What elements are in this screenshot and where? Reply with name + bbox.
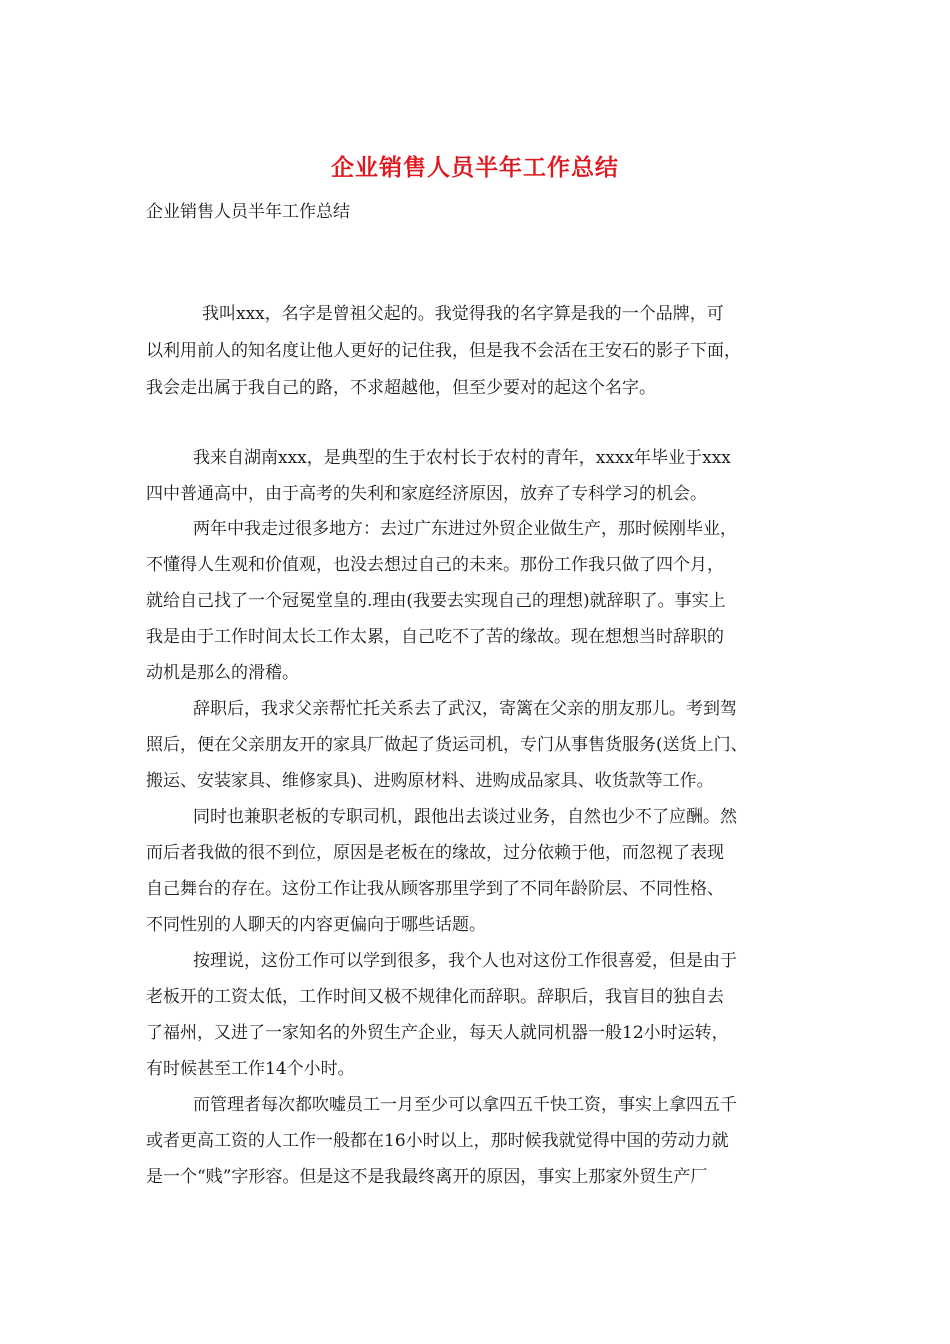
text-line: 同时也兼职老板的专职司机，跟他出去谈过业务，自然也少不了应酬。然 <box>193 807 737 827</box>
text-line: 四中普通高中，由于高考的失利和家庭经济原因，放弃了专科学习的机会。 <box>146 484 707 504</box>
text-line: 了福州，又进了一家知名的外贸生产企业，每天人就同机器一般12小时运转， <box>146 1023 729 1043</box>
document-title: 企业销售人员半年工作总结 <box>331 154 619 181</box>
text-line: 照后，便在父亲朋友开的家具厂做起了货运司机，专门从事售货服务(送货上门、 <box>146 735 748 755</box>
text-line: 两年中我走过很多地方：去过广东进过外贸企业做生产，那时候刚毕业， <box>193 519 737 539</box>
text-line: 而后者我做的很不到位，原因是老板在的缘故，过分依赖于他，而忽视了表现 <box>146 843 724 863</box>
text-line: 我叫xxx，名字是曾祖父起的。我觉得我的名字算是我的一个品牌，可 <box>202 304 724 324</box>
text-line: 搬运、安装家具、维修家具)、进购原材料、进购成品家具、收货款等工作。 <box>146 771 714 791</box>
text-line: 辞职后，我求父亲帮忙托关系去了武汉，寄篱在父亲的朋友那儿。考到驾 <box>193 699 737 719</box>
text-line: 不懂得人生观和价值观，也没去想过自己的未来。那份工作我只做了四个月， <box>146 555 724 575</box>
text-line: 动机是那么的滑稽。 <box>146 663 299 683</box>
text-line: 而管理者每次都吹嘘员工一月至少可以拿四五千快工资，事实上拿四五千 <box>193 1095 737 1115</box>
text-line: 有时候甚至工作14个小时。 <box>146 1059 355 1079</box>
text-line: 是一个“贱”字形容。但是这不是我最终离开的原因，事实上那家外贸生产厂 <box>146 1167 708 1187</box>
text-line: 老板开的工资太低，工作时间又极不规律化而辞职。辞职后，我盲目的独自去 <box>146 987 724 1007</box>
text-line: 我来自湖南xxx，是典型的生于农村长于农村的青年，xxxx年毕业于xxx <box>193 448 731 468</box>
text-line: 以利用前人的知名度让他人更好的记住我，但是我不会活在王安石的影子下面， <box>146 341 741 361</box>
text-line: 自己舞台的存在。这份工作让我从顾客那里学到了不同年龄阶层、不同性格、 <box>146 879 724 899</box>
text-line: 我会走出属于我自己的路，不求超越他，但至少要对的起这个名字。 <box>146 378 656 398</box>
text-line: 不同性别的人聊天的内容更偏向于哪些话题。 <box>146 915 486 935</box>
text-line: 我是由于工作时间太长工作太累，自己吃不了苦的缘故。现在想想当时辞职的 <box>146 627 724 647</box>
text-line: 或者更高工资的人工作一般都在16小时以上，那时候我就觉得中国的劳动力就 <box>146 1131 729 1151</box>
text-line: 就给自己找了一个冠冕堂皇的.理由(我要去实现自己的理想)就辞职了。事实上 <box>146 591 726 611</box>
text-line: 按理说，这份工作可以学到很多，我个人也对这份工作很喜爱，但是由于 <box>193 951 737 971</box>
document-subtitle: 企业销售人员半年工作总结 <box>146 202 350 222</box>
